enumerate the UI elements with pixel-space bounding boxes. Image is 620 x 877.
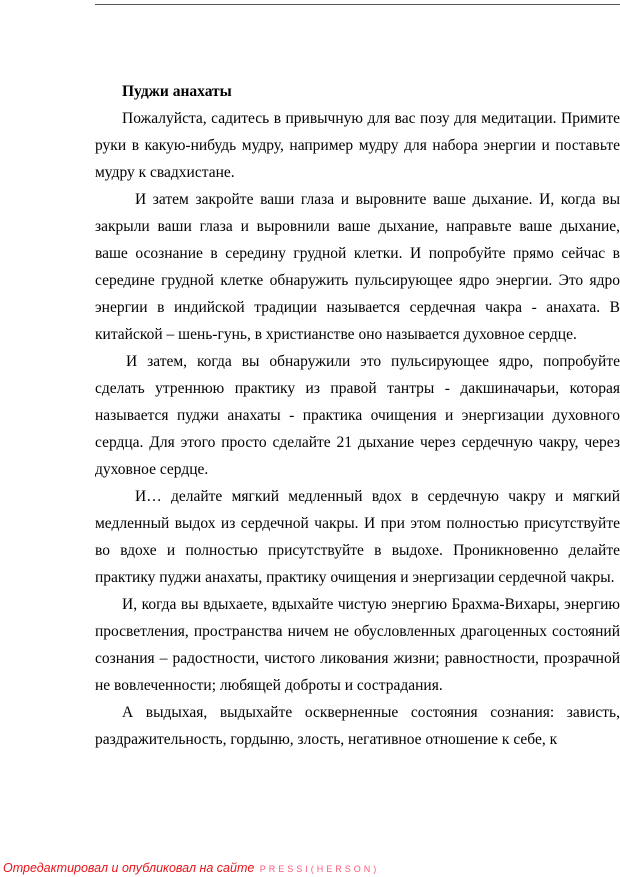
document-body: [95, 78, 620, 753]
paragraph-1: Пожалуйста, садитесь в привычную для вас позу для медитации. Примите руки в какую-нибудь мудру, например мудру для набора энергии и поставьте мудру к свадхистане.: [95, 110, 620, 181]
footer-brand-link[interactable]: PRESSI(HERSON): [259, 864, 380, 874]
paragraph-4: И… делайте мягкий медленный вдох в сердечную чакру и мягкий медленный выдох из сердечной чакры. И при этом полностью присутствуйте во вдохе и полностью присутствуйте в выдохе. Проникновенно делайте практику пуджи анахаты, практику очищения и энергизации сердечной чакры.: [95, 488, 620, 586]
footer-text: Отредактировал и опубликовал на сайте: [3, 861, 255, 875]
section-heading: Пуджи анахаты: [122, 83, 232, 100]
paragraph-3: И затем, когда вы обнаружили это пульсирующее ядро, попробуйте сделать утреннюю практику из правой тантры - дакшиначарьи, которая называется пуджи анахаты - практика очищения и энергизации духовного сердца. Для этого просто сделайте 21 дыхание через сердечную чакру, через духовное сердце.: [95, 353, 620, 478]
paragraph-2: И затем закройте ваши глаза и выровните ваше дыхание. И, когда вы закрыли ваши глаза и выровнили ваше дыхание, направьте ваше дыхание, ваше осознание в середину грудной клетки. И попробуйте прямо сейчас в середине грудной клетке обнаружить пульсирующее ядро энергии. Это ядро энергии в индийской традиции называется сердечная чакра - анахата. В китайской – шень-гунь, в христианстве оно называется духовное сердце.: [95, 191, 620, 343]
paragraph-5: И, когда вы вдыхаете, вдыхайте чистую энергию Брахма-Вихары, энергию просветления, пространства ничем не обусловленных драгоценных состояний сознания – радостности, чистого ликования жизни; равностности, прозрачной не вовлеченности; любящей доброты и сострадания.: [95, 596, 620, 694]
footer-credit: [3, 861, 379, 875]
paragraph-6: А выдыхая, выдыхайте оскверненные состояния сознания: зависть, раздражительность, гордыню, злость, негативное отношение к себе, к: [95, 704, 620, 748]
top-rule: [95, 4, 620, 5]
